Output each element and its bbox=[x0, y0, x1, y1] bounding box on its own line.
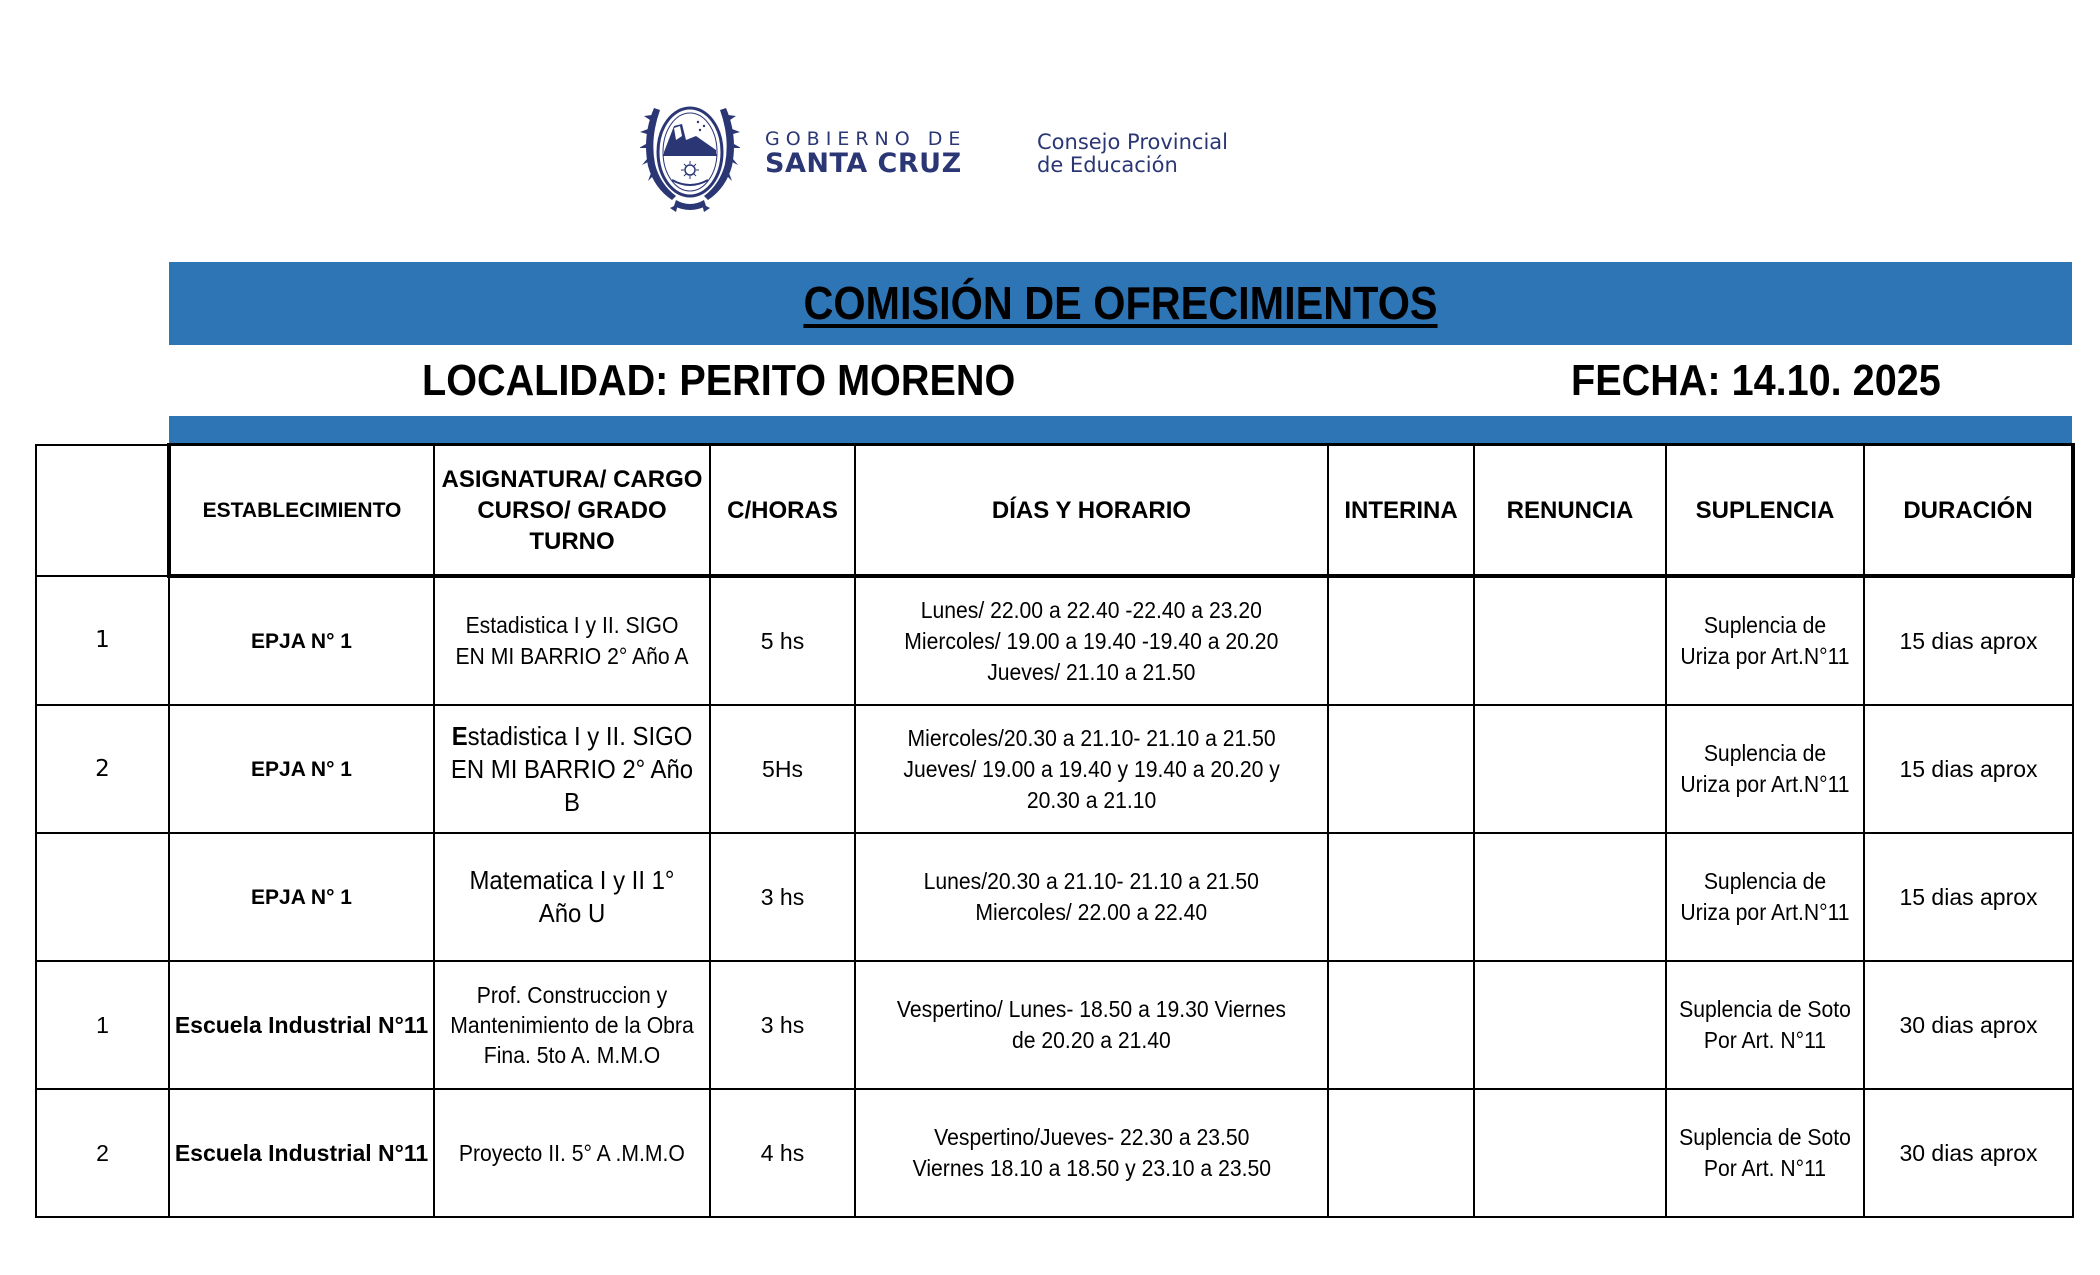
asignatura-cell bbox=[434, 833, 710, 961]
renuncia-cell bbox=[1474, 961, 1666, 1089]
consejo-line1: Consejo Provincial bbox=[1037, 130, 1229, 154]
column-header-dias-horario: DÍAS Y HORARIO bbox=[855, 445, 1328, 577]
offers-table bbox=[35, 443, 2075, 1218]
horas-cell: 3 hs bbox=[710, 833, 855, 961]
horario-line: Jueves/ 19.00 a 19.40 y 19.40 a 20.20 y bbox=[903, 755, 1280, 782]
row-number: 2 bbox=[36, 705, 169, 833]
horario-line: Jueves/ 21.10 a 21.50 bbox=[987, 658, 1196, 685]
asignatura-text: Proyecto II. 5° A .M.M.O bbox=[458, 1139, 686, 1166]
localidad-label: LOCALIDAD: PERITO MORENO bbox=[422, 356, 1016, 405]
row-number: 1 bbox=[36, 961, 169, 1089]
table-row bbox=[36, 1089, 2073, 1217]
asignatura-cell bbox=[434, 961, 710, 1089]
suplencia-text: Suplencia de Uriza por Art.N°11 bbox=[1680, 868, 1850, 925]
suplencia-cell bbox=[1666, 833, 1864, 961]
duracion-cell: 15 dias aprox bbox=[1864, 833, 2073, 961]
row-number bbox=[36, 833, 169, 961]
establecimiento-cell: Escuela Industrial N°11 bbox=[169, 1089, 434, 1217]
header-logo bbox=[640, 95, 1229, 215]
horario-line: Vespertino/ Lunes- 18.50 a 19.30 Viernes bbox=[896, 996, 1286, 1022]
renuncia-cell bbox=[1474, 1089, 1666, 1217]
suplencia-text: Suplencia de Uriza por Art.N°11 bbox=[1680, 612, 1850, 669]
duracion-cell: 30 dias aprox bbox=[1864, 961, 2073, 1089]
establecimiento-cell: Escuela Industrial N°11 bbox=[169, 961, 434, 1089]
suplencia-cell bbox=[1666, 705, 1864, 833]
table-row bbox=[36, 705, 2073, 833]
interina-cell bbox=[1328, 961, 1474, 1089]
horas-cell: 5 hs bbox=[710, 576, 855, 705]
column-header-duracion: DURACIÓN bbox=[1864, 445, 2073, 577]
gobierno-line1: GOBIERNO DE bbox=[765, 128, 967, 150]
horario-cell bbox=[855, 705, 1328, 833]
column-header-establecimiento: ESTABLECIMIENTO bbox=[169, 445, 434, 577]
column-header-asignatura: ASIGNATURA/ CARGO CURSO/ GRADO TURNO bbox=[434, 445, 710, 577]
horario-line: Miercoles/ 22.00 a 22.40 bbox=[975, 899, 1208, 925]
table-row bbox=[36, 833, 2073, 961]
horario-cell bbox=[855, 833, 1328, 961]
horario-cell bbox=[855, 961, 1328, 1089]
suplencia-cell bbox=[1666, 961, 1864, 1089]
table-header-row bbox=[36, 445, 2073, 577]
consejo-line2: de Educación bbox=[1037, 153, 1178, 177]
duracion-cell: 30 dias aprox bbox=[1864, 1089, 2073, 1217]
column-header-number bbox=[36, 445, 169, 577]
asignatura-text: Matematica I y II 1° Año U bbox=[469, 865, 675, 928]
gobierno-wordmark bbox=[765, 128, 966, 178]
duracion-cell: 15 dias aprox bbox=[1864, 705, 2073, 833]
interina-cell bbox=[1328, 576, 1474, 705]
suplencia-cell bbox=[1666, 1089, 1864, 1217]
horario-line: Lunes/20.30 a 21.10- 21.10 a 21.50 bbox=[923, 868, 1260, 894]
horas-cell: 4 hs bbox=[710, 1089, 855, 1217]
horario-line: de 20.20 a 21.40 bbox=[1012, 1027, 1171, 1053]
column-header-interina: INTERINA bbox=[1328, 445, 1474, 577]
consejo-wordmark bbox=[1037, 131, 1228, 177]
asignatura-cell bbox=[434, 1089, 710, 1217]
interina-cell bbox=[1328, 1089, 1474, 1217]
asignatura-cell bbox=[434, 576, 710, 705]
establecimiento-cell: EPJA N° 1 bbox=[169, 833, 434, 961]
column-header-renuncia: RENUNCIA bbox=[1474, 445, 1666, 577]
title-band bbox=[169, 262, 2072, 345]
horario-line: 20.30 a 21.10 bbox=[1026, 786, 1157, 813]
horario-line: Vespertino/Jueves- 22.30 a 23.50 bbox=[933, 1124, 1250, 1150]
page-title: COMISIÓN DE OFRECIMIENTOS bbox=[803, 277, 1438, 329]
renuncia-cell bbox=[1474, 833, 1666, 961]
asignatura-cell bbox=[434, 705, 710, 833]
duracion-cell: 15 dias aprox bbox=[1864, 576, 2073, 705]
suplencia-text: Suplencia de Soto Por Art. N°11 bbox=[1679, 1124, 1851, 1181]
row-number: 1 bbox=[36, 576, 169, 705]
table-row bbox=[36, 961, 2073, 1089]
asignatura-text: stadistica I y II. SIGO EN MI BARRIO 2° Año B bbox=[450, 720, 694, 817]
horas-cell: 3 hs bbox=[710, 961, 855, 1089]
column-header-suplencia: SUPLENCIA bbox=[1666, 445, 1864, 577]
table-row bbox=[36, 576, 2073, 705]
suplencia-text: Suplencia de Uriza por Art.N°11 bbox=[1680, 740, 1850, 797]
interina-cell bbox=[1328, 833, 1474, 961]
coat-of-arms-icon bbox=[640, 96, 740, 214]
horario-cell bbox=[855, 1089, 1328, 1217]
renuncia-cell bbox=[1474, 705, 1666, 833]
row-number: 2 bbox=[36, 1089, 169, 1217]
renuncia-cell bbox=[1474, 576, 1666, 705]
title-band-bottom bbox=[169, 416, 2072, 444]
horario-cell bbox=[855, 576, 1328, 705]
suplencia-cell bbox=[1666, 576, 1864, 705]
horario-line: Miercoles/20.30 a 21.10- 21.10 a 21.50 bbox=[907, 724, 1276, 751]
column-header-horas: C/HORAS bbox=[710, 445, 855, 577]
fecha-label: FECHA: 14.10. 2025 bbox=[1571, 356, 1941, 405]
establecimiento-cell: EPJA N° 1 bbox=[169, 705, 434, 833]
horario-line: Miercoles/ 19.00 a 19.40 -19.40 a 20.20 bbox=[904, 627, 1279, 654]
suplencia-text: Suplencia de Soto Por Art. N°11 bbox=[1679, 996, 1851, 1053]
establecimiento-cell: EPJA N° 1 bbox=[169, 576, 434, 705]
horario-line: Lunes/ 22.00 a 22.40 -22.40 a 23.20 bbox=[920, 596, 1263, 623]
horario-line: Viernes 18.10 a 18.50 y 23.10 a 23.50 bbox=[912, 1155, 1271, 1181]
horas-cell: 5Hs bbox=[710, 705, 855, 833]
gobierno-line2: SANTA CRUZ bbox=[765, 148, 962, 179]
asignatura-initial: E bbox=[451, 720, 468, 751]
interina-cell bbox=[1328, 705, 1474, 833]
asignatura-text: Prof. Construccion y Mantenimiento de la Obra Fina. 5to A. M.M.O bbox=[450, 982, 694, 1068]
asignatura-text: Estadistica I y II. SIGO EN MI BARRIO 2° Año A bbox=[455, 612, 689, 669]
